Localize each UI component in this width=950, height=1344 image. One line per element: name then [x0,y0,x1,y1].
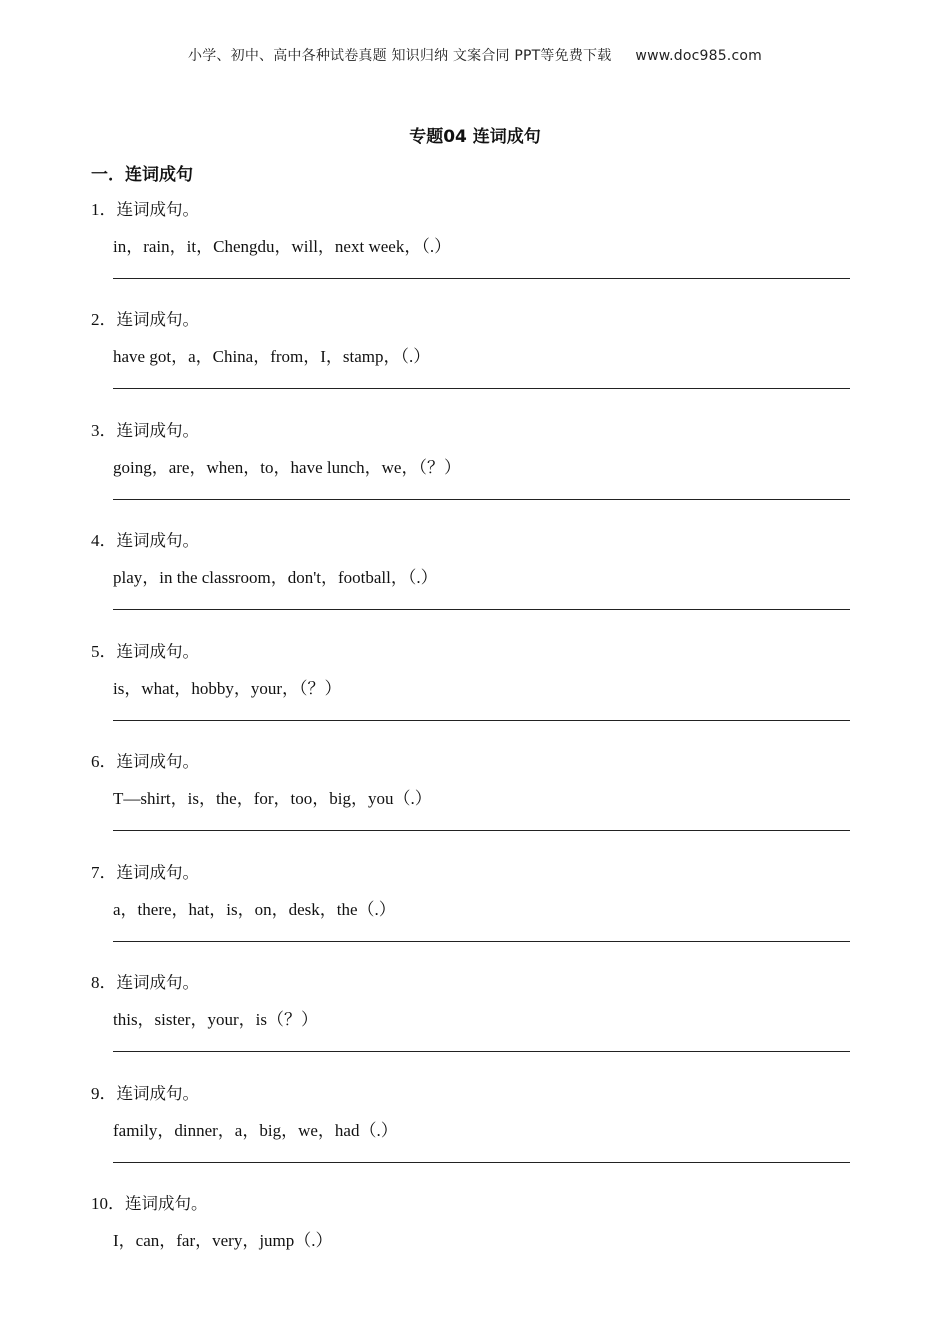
question-heading [91,1189,208,1214]
question-heading [91,416,199,441]
question-10 [0,1189,950,1294]
question-instruction: 连词成句。 [116,752,199,771]
question-instruction: 连词成句。 [116,863,199,882]
question-heading [91,747,199,772]
question-heading [91,637,199,662]
question-number: 2． [91,310,117,329]
question-number: 1． [91,200,117,219]
question-instruction: 连词成句。 [116,421,199,440]
question-7 [0,858,950,963]
answer-line[interactable] [113,720,850,721]
question-words: in，rain，it，Chengdu，will，next week，（.） [113,237,452,256]
document-title: 专题04 连词成句 [409,127,541,147]
question-words: is，what，hobby，your，（？） [113,679,342,698]
question-number: 5． [91,642,117,661]
header-text: 小学、初中、高中各种试卷真题 知识归纳 文案合同 PPT等免费下载 [188,48,612,64]
question-instruction: 连词成句。 [116,973,199,992]
question-heading [91,858,199,883]
question-number: 7． [91,863,117,882]
header-site-link[interactable]: www.doc985.com [635,48,762,64]
question-instruction: 连词成句。 [116,531,199,550]
question-instruction: 连词成句。 [125,1194,208,1213]
question-number: 8． [91,973,117,992]
question-instruction: 连词成句。 [116,310,199,329]
answer-line[interactable] [113,278,850,279]
section-heading: 一．连词成句 [91,165,193,185]
question-heading [91,305,199,330]
question-heading [91,195,199,220]
answer-line[interactable] [113,388,850,389]
answer-line[interactable] [113,1051,850,1052]
question-number: 4． [91,531,117,550]
question-6 [0,747,950,852]
question-8 [0,968,950,1073]
answer-line[interactable] [113,830,850,831]
question-words: a，there，hat，is，on，desk，the（.） [113,900,396,919]
question-2 [0,305,950,410]
answer-line[interactable] [113,499,850,500]
question-words: I，can，far，very，jump（.） [113,1231,333,1250]
question-instruction: 连词成句。 [116,200,199,219]
question-words: play，in the classroom，don't，football，（.） [113,568,438,587]
question-number: 6． [91,752,117,771]
question-instruction: 连词成句。 [116,1084,199,1103]
question-4 [0,526,950,631]
answer-line[interactable] [113,1162,850,1163]
question-1 [0,195,950,300]
question-words: going，are，when，to，have lunch，we，（？） [113,458,461,477]
answer-line[interactable] [113,941,850,942]
answer-line[interactable] [113,609,850,610]
question-instruction: 连词成句。 [116,642,199,661]
question-heading [91,526,199,551]
question-words: T—shirt，is，the，for，too，big，you（.） [113,789,432,808]
question-3 [0,416,950,521]
question-number: 3． [91,421,117,440]
question-heading [91,1079,199,1104]
question-words: this，sister，your，is（？） [113,1010,318,1029]
page-header [0,45,950,65]
question-words: family，dinner，a，big，we，had（.） [113,1121,398,1140]
question-number: 9． [91,1084,117,1103]
question-number: 10． [91,1194,125,1213]
question-words: have got，a，China，from，I，stamp，（.） [113,347,431,366]
question-heading [91,968,199,993]
question-5 [0,637,950,742]
question-9 [0,1079,950,1184]
